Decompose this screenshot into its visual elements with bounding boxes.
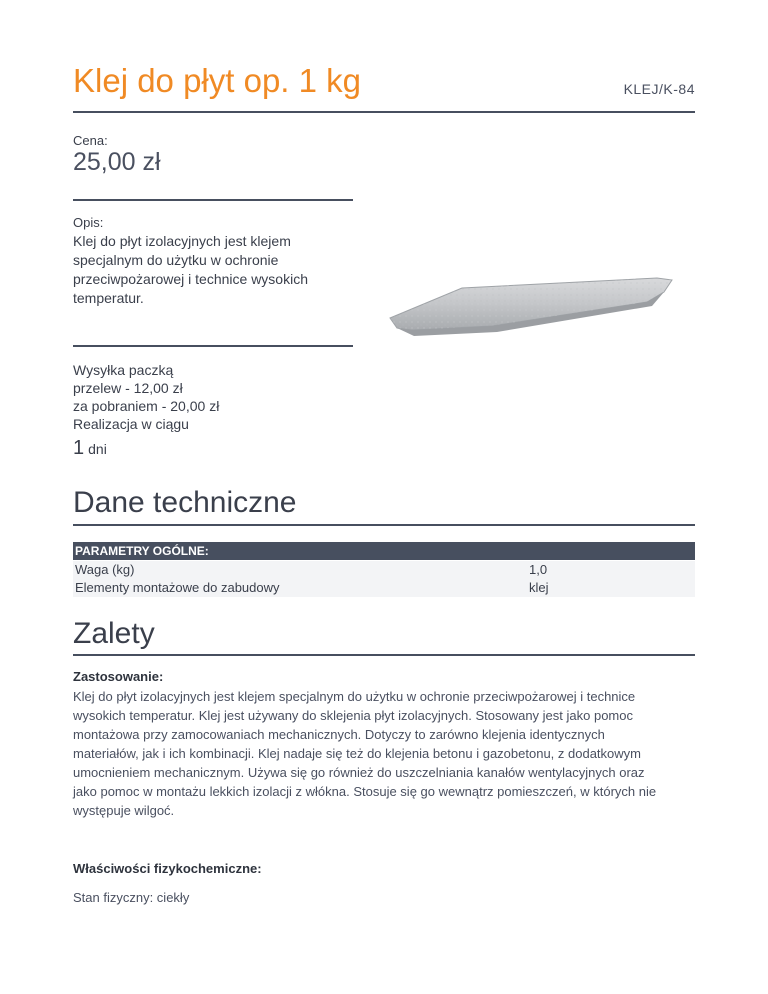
days-value: 1 — [73, 437, 85, 459]
header-divider — [73, 111, 695, 113]
days-unit: dni — [88, 441, 107, 457]
table-row — [73, 561, 695, 579]
price-divider — [73, 199, 353, 201]
param-value: klej — [529, 580, 549, 595]
product-image — [372, 240, 692, 350]
realization-label: Realizacja w ciągu — [73, 416, 189, 432]
param-value: 1,0 — [529, 562, 548, 577]
description-divider — [73, 345, 353, 347]
advantages-heading: Zalety — [73, 617, 155, 650]
use-text: Klej do płyt izolacyjnych jest klejem specjalnym do użytku w ochronie przeciwpożarowej i technice wysokich temperatur. Klej jest używany do sklejenia płyt izolacyjnych. Stosowany jest jako pomoc montażowa przy zamocowaniach mechanicznych. Dotyczy to zarówno klejenia identycznych materiałów, jak i ich kombinacji. Klej nadaje się też do klejenia betonu i gazobetonu, z dodatkowym umocnieniem mechanicznym. Używa się go również do uszczelniania kanałów wentylacyjnych oraz jako pomoc w montażu lekkich izolacji z włókna. Stosuje się go wewnątrz pomieszczeń, w których nie występuje wilgoć. — [73, 689, 657, 818]
product-title: Klej do płyt op. 1 kg — [73, 62, 362, 99]
shipping-transfer: przelew - 12,00 zł — [73, 380, 183, 396]
table-row — [73, 579, 695, 597]
tech-divider — [73, 524, 695, 526]
shipping-label: Wysyłka paczką — [73, 362, 174, 378]
param-group-header: PARAMETRY OGÓLNE: — [73, 542, 695, 560]
advantages-divider — [73, 654, 695, 656]
realization-days — [73, 437, 107, 460]
props-label: Właściwości fizykochemiczne: — [73, 861, 262, 876]
product-sku: KLEJ/K-84 — [623, 81, 695, 97]
param-key: Elementy montażowe do zabudowy — [75, 580, 280, 595]
description-text: Klej do płyt izolacyjnych jest klejem specjalnym do użytku w ochronie przeciwpożarowej i technice wysokich temperatur. — [73, 233, 308, 306]
price-value: 25,00 zł — [73, 148, 161, 176]
physical-state: Stan fizyczny: ciekły — [73, 890, 190, 905]
description-label: Opis: — [73, 215, 104, 230]
shipping-cod: za pobraniem - 20,00 zł — [73, 398, 220, 414]
tech-heading: Dane techniczne — [73, 486, 297, 519]
use-label: Zastosowanie: — [73, 669, 164, 684]
price-label: Cena: — [73, 133, 108, 148]
param-key: Waga (kg) — [75, 562, 135, 577]
